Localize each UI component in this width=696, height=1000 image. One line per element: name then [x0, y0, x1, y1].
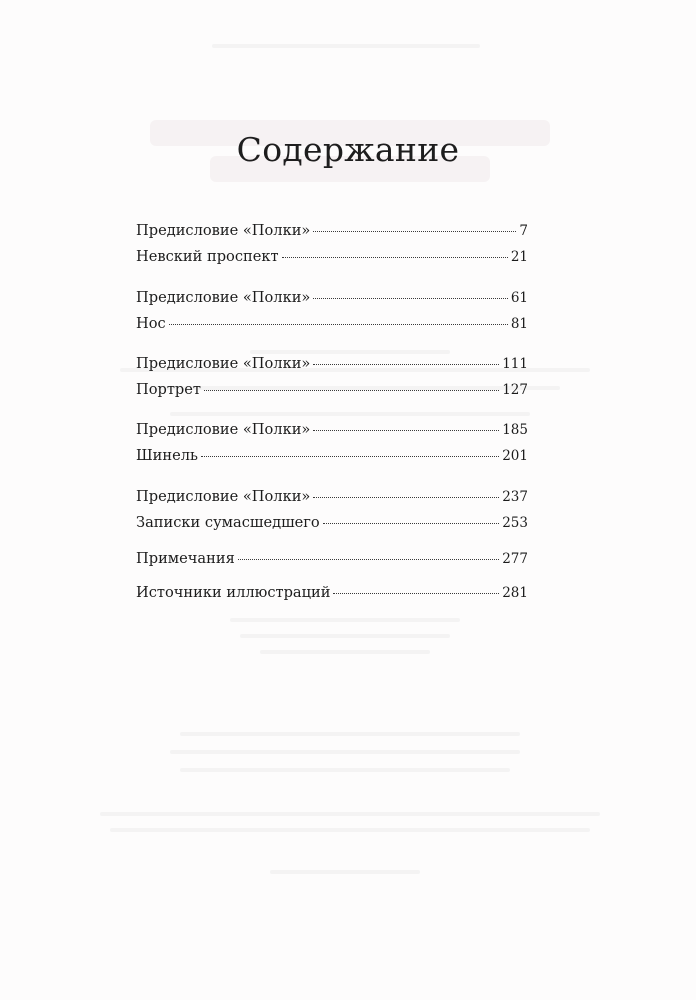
toc-entry[interactable]: [136, 248, 528, 265]
toc-entry-page: 127: [502, 382, 528, 398]
toc-entry-title: Предисловие «Полки»: [136, 355, 311, 372]
dot-leader: [313, 497, 499, 498]
toc-entry-title: Предисловие «Полки»: [136, 421, 311, 438]
toc-entry[interactable]: [136, 355, 528, 372]
toc-entry-page: 7: [519, 223, 528, 239]
dot-leader: [169, 324, 508, 325]
toc-entry[interactable]: [136, 222, 528, 239]
dot-leader: [323, 523, 499, 524]
toc-entry-page: 111: [502, 356, 528, 372]
toc-entry[interactable]: [136, 421, 528, 438]
toc-entry-title: Записки сумасшедшего: [136, 514, 320, 531]
page-title: Содержание: [236, 130, 460, 169]
toc-entry-page: 61: [510, 290, 528, 306]
toc-entry-title: Предисловие «Полки»: [136, 289, 311, 306]
toc-entry-title: Невский проспект: [136, 248, 279, 265]
dot-leader: [313, 430, 499, 431]
dot-leader: [201, 456, 499, 457]
toc-entry-title: Нос: [136, 315, 166, 332]
dot-leader: [238, 559, 499, 560]
toc-entry-title: Шинель: [136, 447, 198, 464]
toc-entry-title: Портрет: [136, 381, 201, 398]
toc-entry-title: Примечания: [136, 550, 235, 567]
toc-entry-title: Предисловие «Полки»: [136, 222, 311, 239]
toc-entry-page: 21: [510, 249, 528, 265]
dot-leader: [313, 298, 507, 299]
toc-entry-page: 253: [502, 515, 528, 531]
dot-leader: [313, 231, 516, 232]
toc-entry[interactable]: [136, 315, 528, 332]
toc-entry[interactable]: [136, 550, 528, 567]
toc-entry[interactable]: [136, 584, 528, 601]
toc-entry-title: Предисловие «Полки»: [136, 488, 311, 505]
toc-entry-page: 185: [502, 422, 528, 438]
toc-entry[interactable]: [136, 447, 528, 464]
toc-entry[interactable]: [136, 514, 528, 531]
dot-leader: [313, 364, 499, 365]
toc-entry[interactable]: [136, 488, 528, 505]
dot-leader: [282, 257, 508, 258]
toc-entry-page: 237: [502, 489, 528, 505]
toc-entry-page: 281: [502, 585, 528, 601]
dot-leader: [204, 390, 499, 391]
toc-entry-page: 81: [510, 316, 528, 332]
toc-entry-page: 201: [502, 448, 528, 464]
dot-leader: [333, 593, 499, 594]
toc-entry[interactable]: [136, 289, 528, 306]
toc-entry-page: 277: [502, 551, 528, 567]
toc-entry-title: Источники иллюстраций: [136, 584, 331, 601]
toc-entry[interactable]: [136, 381, 528, 398]
